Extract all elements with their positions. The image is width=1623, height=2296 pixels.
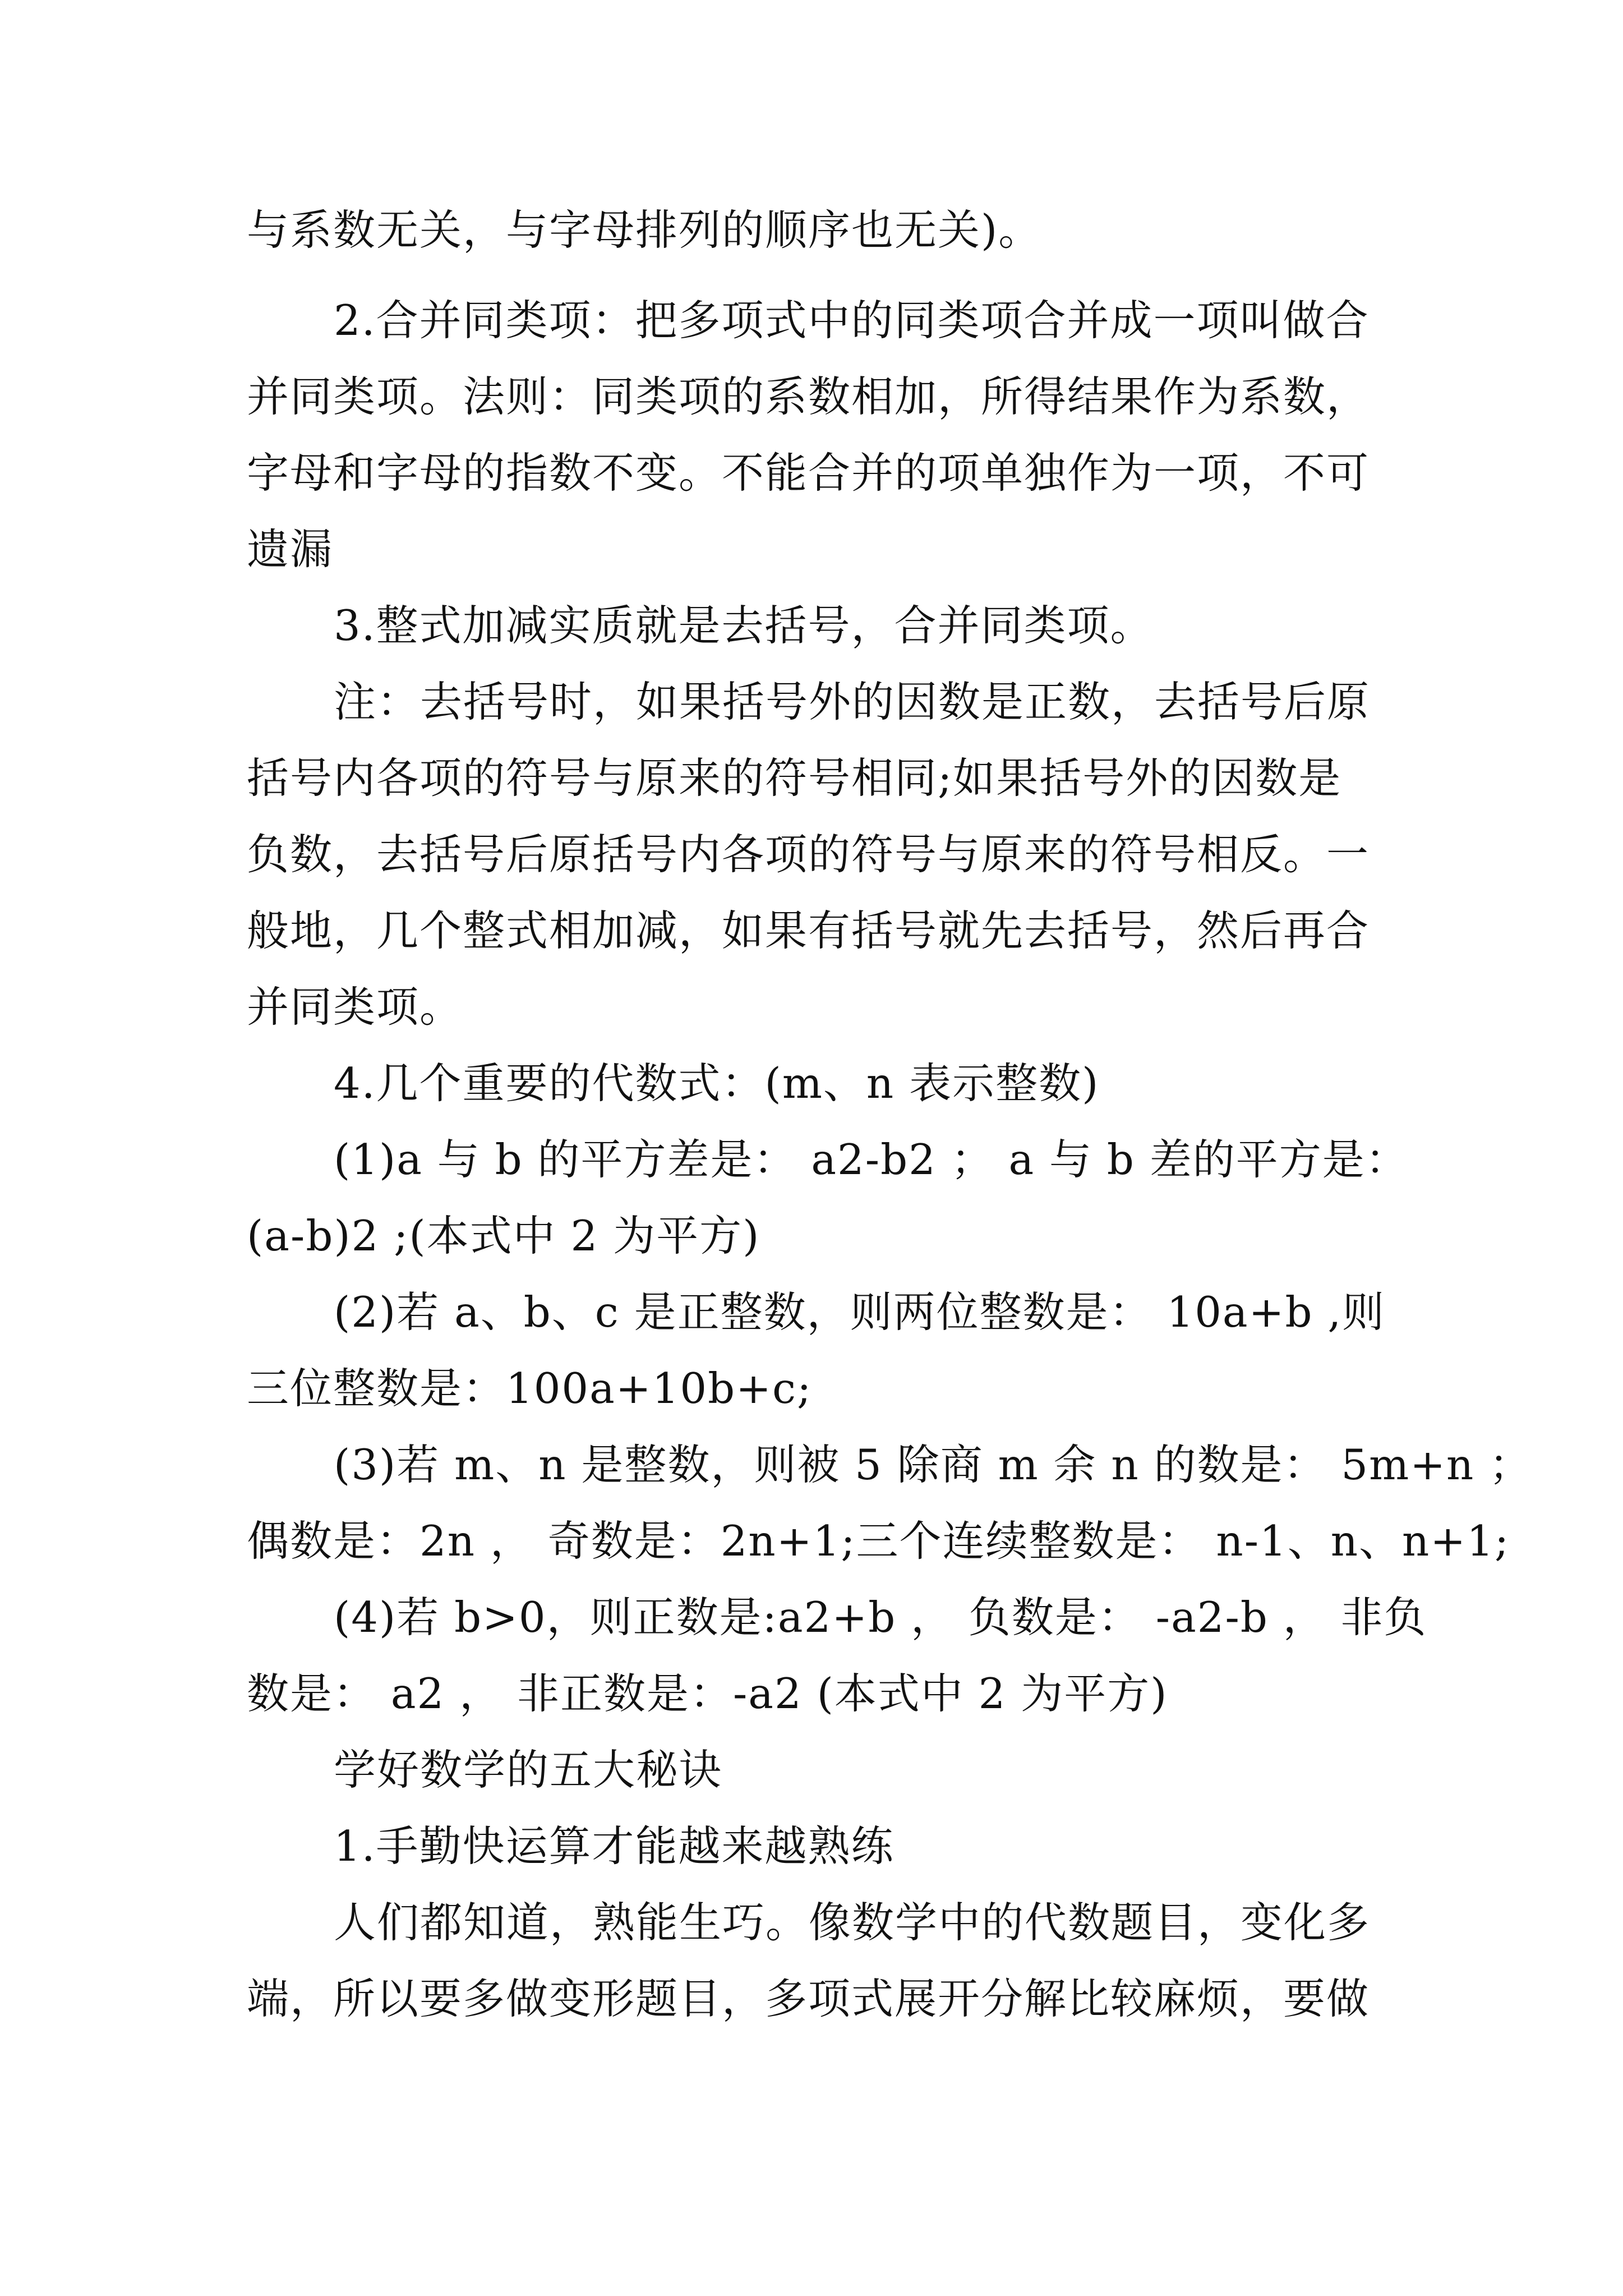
text-line-1: 与系数无关，与字母排列的顺序也无关)。 [247,205,1042,255]
text-line-10: 般地，几个整式相加减，如果有括号就先去括号，然后再合 [247,906,1370,955]
text-line-3: 并同类项。法则：同类项的系数相加，所得结果作为系数， [247,372,1370,421]
text-line-20: 数是： a2 ， 非正数是：-a2 (本式中 2 为平方) [247,1669,1168,1718]
text-line-6: 3.整式加减实质就是去括号，合并同类项。 [334,601,1154,650]
text-line-12: 4.几个重要的代数式：(m、n 表示整数) [334,1059,1100,1108]
text-line-24: 端，所以要多做变形题目，多项式展开分解比较麻烦，要做 [247,1974,1370,2023]
text-line-4: 字母和字母的指数不变。不能合并的项单独作为一项，不可 [247,448,1370,498]
text-line-14: (a-b)2 ;(本式中 2 为平方) [247,1211,760,1260]
text-line-8: 括号内各项的符号与原来的符号相同;如果括号外的因数是 [247,753,1342,803]
text-line-13: (1)a 与 b 的平方差是： a2-b2 ； a 与 b 差的平方是： [334,1135,1409,1184]
text-line-5: 遗漏 [247,524,334,574]
text-line-16: 三位整数是：100a+10b+c; [247,1364,813,1413]
text-line-21: 学好数学的五大秘诀 [334,1745,723,1795]
text-line-11: 并同类项。 [247,982,463,1032]
text-line-22: 1.手勤快运算才能越来越熟练 [334,1821,895,1871]
text-line-2: 2.合并同类项：把多项式中的同类项合并成一项叫做合 [334,296,1370,345]
text-line-18: 偶数是：2n ， 奇数是：2n+1;三个连续整数是： n-1、n、n+1; [247,1516,1510,1566]
text-line-19: (4)若 b>0，则正数是:a2+b ， 负数是： -a2-b ， 非负 [334,1593,1427,1642]
text-line-23: 人们都知道，熟能生巧。像数学中的代数题目，变化多 [334,1898,1371,1947]
text-line-17: (3)若 m、n 是整数，则被 5 除商 m 余 n 的数是： 5m+n ； [334,1440,1533,1489]
text-line-15: (2)若 a、b、c 是正整数，则两位整数是： 10a+b ,则 [334,1287,1386,1337]
text-line-7: 注：去括号时，如果括号外的因数是正数，去括号后原 [334,677,1371,726]
text-line-9: 负数，去括号后原括号内各项的符号与原来的符号相反。一 [247,830,1370,879]
